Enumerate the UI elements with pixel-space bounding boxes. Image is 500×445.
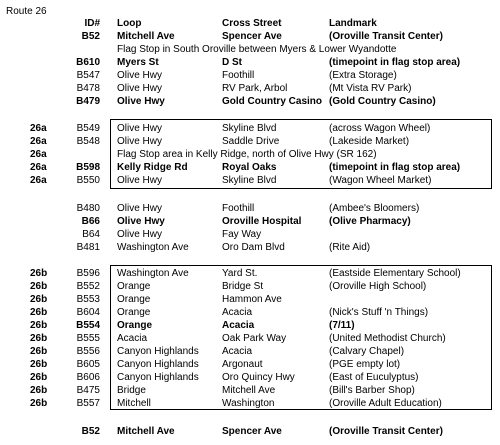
stop-id: B64: [82, 229, 100, 240]
cross-street: Hammon Ave: [222, 294, 282, 305]
landmark: (Nick's Stuff 'n Things): [329, 307, 429, 318]
loop-street: Orange: [117, 307, 151, 318]
landmark: (Olive Pharmacy): [329, 216, 411, 227]
flag-stop-note: Flag Stop in South Oroville between Myers & Lower Wyandotte: [117, 44, 397, 55]
loop-street: Kelly Ridge Rd: [117, 162, 188, 173]
cross-street: Oro Dam Blvd: [222, 242, 285, 253]
loop-street: Bridge: [117, 385, 146, 396]
cross-street: Skyline Blvd: [222, 123, 277, 134]
flag-stop-note: Flag Stop area in Kelly Ridge, north of Olive Hwy (SR 162): [117, 149, 377, 160]
landmark: (timepoint in flag stop area): [329, 57, 461, 68]
loop-street: Olive Hwy: [117, 136, 163, 147]
landmark: (Ambee's Bloomers): [329, 203, 420, 214]
col-header-id: ID#: [84, 18, 100, 29]
stop-id: B547: [76, 70, 100, 81]
route-variant: 26b: [30, 372, 48, 383]
cross-street: Spencer Ave: [222, 31, 282, 42]
cross-street: Argonaut: [222, 359, 263, 370]
loop-street: Olive Hwy: [117, 96, 165, 107]
loop-street: Mitchell Ave: [117, 31, 175, 42]
landmark: (Bill's Barber Shop): [329, 385, 415, 396]
stop-id: B553: [76, 294, 100, 305]
loop-street: Canyon Highlands: [117, 346, 199, 357]
loop-street: Myers St: [117, 57, 159, 68]
loop-street: Acacia: [117, 333, 148, 344]
cross-street: Oroville Hospital: [222, 216, 302, 227]
cross-street: Fay Way: [222, 229, 262, 240]
loop-street: Olive Hwy: [117, 229, 163, 240]
route-title: Route 26: [6, 6, 47, 17]
cross-street: D St: [222, 57, 242, 68]
landmark: (Oroville High School): [329, 281, 427, 292]
landmark: (Calvary Chapel): [329, 346, 405, 357]
col-header-loop: Loop: [117, 18, 142, 29]
route-variant: 26a: [30, 123, 47, 134]
stop-id: B480: [76, 203, 100, 214]
section-26b-box: [110, 265, 492, 410]
cross-street: Foothill: [222, 203, 255, 214]
loop-street: Canyon Highlands: [117, 359, 199, 370]
loop-street: Olive Hwy: [117, 216, 165, 227]
landmark: (Lakeside Market): [329, 136, 410, 147]
route-variant: 26b: [30, 398, 48, 409]
cross-street: Acacia: [222, 346, 253, 357]
section-26a-box: [110, 119, 492, 189]
stop-id: B598: [76, 162, 100, 173]
stop-id: B52: [81, 31, 100, 42]
cross-street: Bridge St: [222, 281, 264, 292]
route-variant: 26b: [30, 385, 48, 396]
stop-id: B475: [76, 385, 100, 396]
loop-street: Olive Hwy: [117, 123, 163, 134]
landmark: (Oroville Adult Education): [329, 398, 442, 409]
stop-id: B550: [76, 175, 100, 186]
route-variant: 26a: [30, 162, 47, 173]
stop-id: B481: [76, 242, 100, 253]
loop-street: Canyon Highlands: [117, 372, 199, 383]
loop-street: Washington Ave: [117, 268, 189, 279]
stop-id: B66: [81, 216, 100, 227]
stop-id: B478: [76, 83, 100, 94]
stop-id: B52: [81, 426, 100, 437]
col-header-landmark: Landmark: [329, 18, 377, 29]
landmark: (East of Euculyptus): [329, 372, 419, 383]
landmark: (timepoint in flag stop area): [329, 162, 461, 173]
landmark: (Gold Country Casino): [329, 96, 436, 107]
cross-street: Gold Country Casino: [222, 96, 322, 107]
stop-id: B552: [76, 281, 100, 292]
cross-street: Yard St.: [222, 268, 258, 279]
cross-street: Spencer Ave: [222, 426, 282, 437]
loop-street: Orange: [117, 294, 151, 305]
route-variant: 26b: [30, 333, 48, 344]
stop-id: B604: [76, 307, 100, 318]
stop-id: B610: [76, 57, 100, 68]
landmark: (PGE empty lot): [329, 359, 401, 370]
landmark: (Oroville Transit Center): [329, 31, 443, 42]
stop-id: B556: [76, 346, 100, 357]
cross-street: Acacia: [222, 307, 253, 318]
route-variant: 26a: [30, 136, 47, 147]
stop-id: B555: [76, 333, 100, 344]
stop-id: B554: [76, 320, 100, 331]
route-variant: 26b: [30, 320, 48, 331]
route-variant: 26b: [30, 294, 48, 305]
landmark: (Wagon Wheel Market): [329, 175, 432, 186]
cross-street: Washington: [222, 398, 275, 409]
route-variant: 26b: [30, 281, 48, 292]
cross-street: Royal Oaks: [222, 162, 277, 173]
loop-street: Olive Hwy: [117, 70, 163, 81]
route-variant: 26b: [30, 268, 48, 279]
route-variant: 26b: [30, 307, 48, 318]
route-variant: 26b: [30, 359, 48, 370]
route-variant: 26a: [30, 149, 47, 160]
route-variant: 26a: [30, 175, 47, 186]
landmark: (across Wagon Wheel): [329, 123, 431, 134]
stop-id: B596: [76, 268, 100, 279]
loop-street: Olive Hwy: [117, 203, 163, 214]
loop-street: Washington Ave: [117, 242, 189, 253]
stop-id: B549: [76, 123, 100, 134]
stop-id: B548: [76, 136, 100, 147]
stop-id: B606: [76, 372, 100, 383]
loop-street: Orange: [117, 320, 153, 331]
loop-street: Mitchell: [117, 398, 151, 409]
cross-street: Acacia: [222, 320, 255, 331]
landmark: (7/11): [329, 320, 355, 331]
cross-street: RV Park, Arbol: [222, 83, 288, 94]
cross-street: Saddle Drive: [222, 136, 280, 147]
col-header-cross-street: Cross Street: [222, 18, 282, 29]
landmark: (Oroville Transit Center): [329, 426, 443, 437]
landmark: (Rite Aid): [329, 242, 371, 253]
loop-street: Olive Hwy: [117, 83, 163, 94]
loop-street: Olive Hwy: [117, 175, 163, 186]
landmark: (Eastside Elementary School): [329, 268, 461, 279]
cross-street: Skyline Blvd: [222, 175, 277, 186]
stop-id: B557: [76, 398, 100, 409]
stop-id: B479: [76, 96, 100, 107]
cross-street: Mitchell Ave: [222, 385, 276, 396]
landmark: (Extra Storage): [329, 70, 397, 81]
landmark: (United Methodist Church): [329, 333, 446, 344]
cross-street: Oro Quincy Hwy: [222, 372, 295, 383]
landmark: (Mt Vista RV Park): [329, 83, 412, 94]
loop-street: Orange: [117, 281, 151, 292]
cross-street: Foothill: [222, 70, 255, 81]
cross-street: Oak Park Way: [222, 333, 287, 344]
route-variant: 26b: [30, 346, 48, 357]
loop-street: Mitchell Ave: [117, 426, 175, 437]
stop-id: B605: [76, 359, 100, 370]
